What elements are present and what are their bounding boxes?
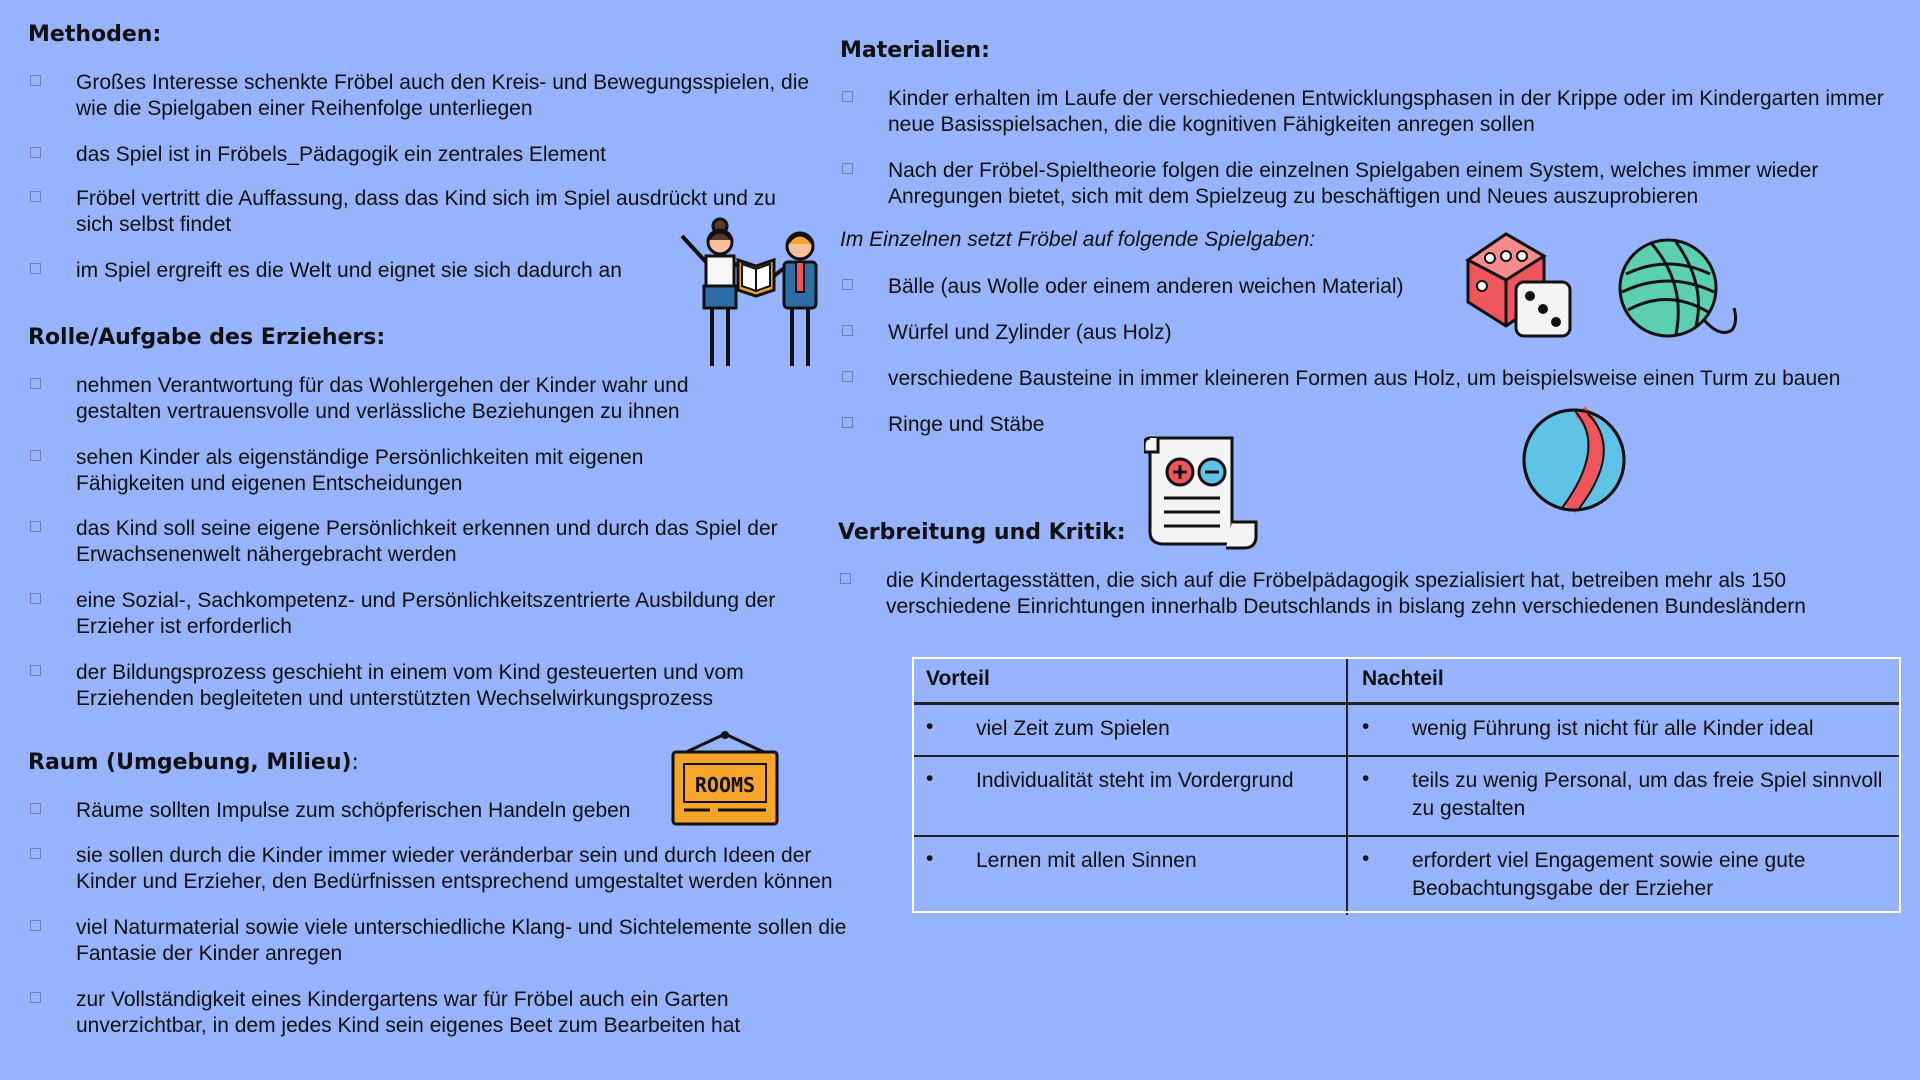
teachers-reading-icon — [672, 216, 832, 370]
checkbox-icon — [30, 378, 41, 389]
checkbox-icon — [30, 75, 41, 86]
vorteil-nachteil-table — [912, 657, 1901, 915]
table-cell: teils zu wenig Personal, um das freie Spiel sinnvoll zu gestalten — [1412, 769, 1883, 820]
table-row: • viel Zeit zum Spielen • wenig Führung ist nicht für alle Kinder ideal — [912, 704, 1901, 757]
checkbox-icon — [30, 665, 41, 676]
table-cell: Lernen mit allen Sinnen — [976, 849, 1197, 872]
table-row: • Lernen mit allen Sinnen • erfordert viel Engagement sowie eine gute Beobachtungsgabe der Erzieher — [912, 836, 1901, 915]
checkbox-icon — [30, 191, 41, 202]
checkbox-icon — [30, 450, 41, 461]
table-cell: erfordert viel Engagement sowie eine gute Beobachtungsgabe der Erzieher — [1412, 849, 1806, 900]
checkbox-icon — [842, 325, 853, 336]
checkbox-icon — [30, 992, 41, 1003]
methoden-heading: Methoden: — [28, 22, 162, 47]
checkbox-icon — [30, 147, 41, 158]
checkbox-icon — [842, 91, 853, 102]
checkbox-icon — [30, 848, 41, 859]
table-row: • Individualität steht im Vordergrund • teils zu wenig Personal, um das freie Spiel sinnvoll zu gestalten — [912, 756, 1901, 836]
table-cell: Individualität steht im Vordergrund — [976, 769, 1294, 792]
checkbox-icon — [30, 803, 41, 814]
raum-heading: Raum (Umgebung, Milieu): — [28, 750, 359, 775]
dice-icon — [1462, 226, 1576, 342]
ball-icon — [1520, 406, 1628, 514]
rooms-sign-text: ROOMS — [694, 773, 756, 797]
checkbox-icon — [30, 593, 41, 604]
document-calculation-icon — [1144, 432, 1262, 554]
table-cell: viel Zeit zum Spielen — [976, 717, 1170, 740]
checkbox-icon — [30, 920, 41, 931]
table-cell: wenig Führung ist nicht für alle Kinder ideal — [1412, 717, 1814, 740]
checkbox-icon — [842, 279, 853, 290]
checkbox-icon — [842, 417, 853, 428]
table-header-vorteil: Vorteil — [912, 657, 1347, 704]
materialien-heading: Materialien: — [840, 38, 990, 63]
checkbox-icon — [30, 263, 41, 274]
checkbox-icon — [840, 573, 851, 584]
yarn-ball-icon — [1616, 234, 1740, 344]
rolle-heading: Rolle/Aufgabe des Erziehers: — [28, 325, 386, 350]
verbreitung-heading: Verbreitung und Kritik: — [838, 520, 1126, 545]
checkbox-icon — [842, 371, 853, 382]
checkbox-icon — [842, 163, 853, 174]
spielgaben-note: Im Einzelnen setzt Fröbel auf folgende Spielgaben: — [840, 228, 1316, 251]
checkbox-icon — [30, 521, 41, 532]
table-header-nachteil: Nachteil — [1347, 657, 1901, 704]
